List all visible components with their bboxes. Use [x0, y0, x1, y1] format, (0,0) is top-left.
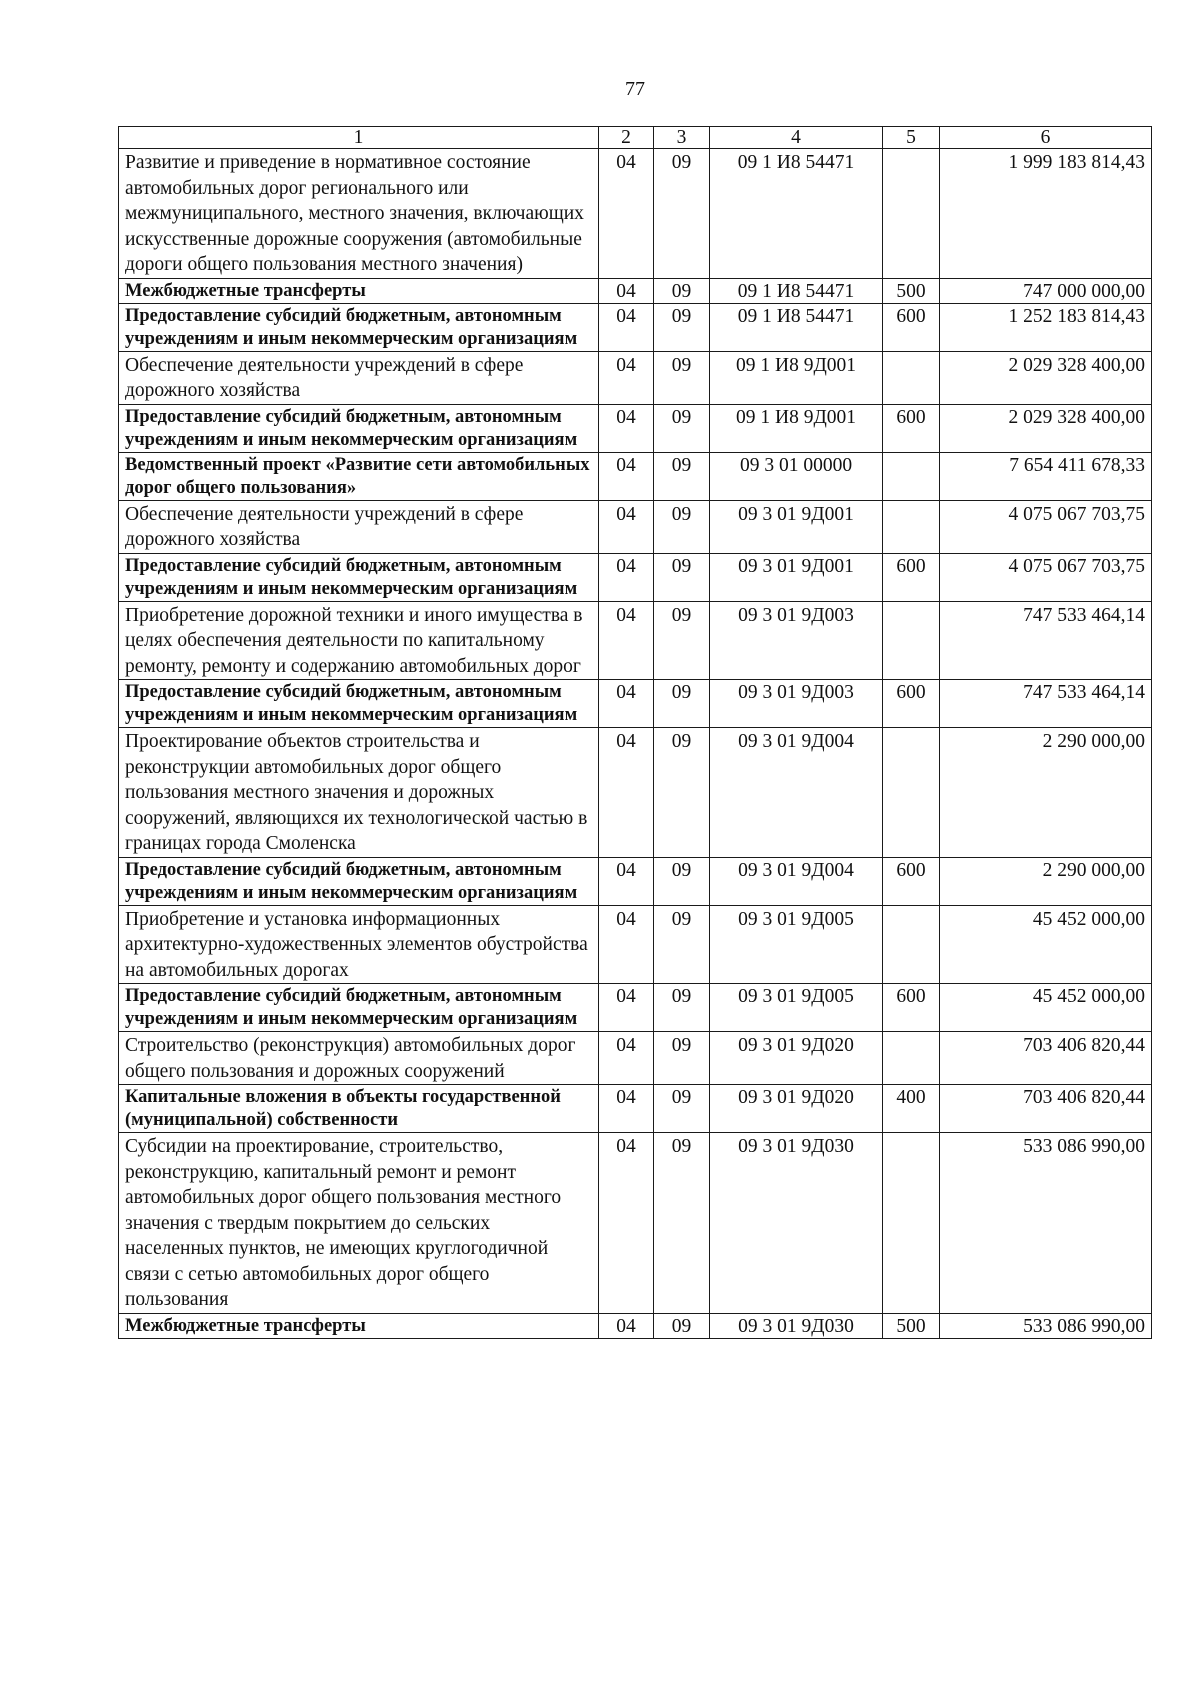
row-name-cell: Обеспечение деятельности учреждений в сфере дорожного хозяйства: [119, 351, 599, 404]
amount-cell: 703 406 820,44: [940, 1032, 1152, 1085]
amount-cell: 747 000 000,00: [940, 278, 1152, 303]
section-code-cell: 04: [599, 984, 654, 1032]
column-header: 3: [654, 127, 710, 149]
subsection-code-cell: 09: [654, 984, 710, 1032]
subsection-code-cell: 09: [654, 1313, 710, 1338]
column-header: 1: [119, 127, 599, 149]
expense-type-cell: [883, 500, 940, 553]
row-name-cell: Приобретение дорожной техники и иного имущества в целях обеспечения деятельности по капитальному ремонту, ремонту и содержанию автомобильных дорог: [119, 601, 599, 680]
section-code-cell: 04: [599, 278, 654, 303]
amount-cell: 747 533 464,14: [940, 680, 1152, 728]
target-article-cell: 09 3 01 9Д005: [710, 905, 883, 984]
subsection-code-cell: 09: [654, 500, 710, 553]
row-name-cell: Ведомственный проект «Развитие сети автомобильных дорог общего пользования»: [119, 452, 599, 500]
subsection-code-cell: 09: [654, 728, 710, 858]
section-code-cell: 04: [599, 857, 654, 905]
amount-cell: 45 452 000,00: [940, 984, 1152, 1032]
section-code-cell: 04: [599, 905, 654, 984]
expense-type-cell: 600: [883, 303, 940, 351]
expense-type-cell: 600: [883, 680, 940, 728]
amount-cell: 4 075 067 703,75: [940, 553, 1152, 601]
page-number: 77: [625, 78, 645, 100]
section-code-cell: 04: [599, 500, 654, 553]
target-article-cell: 09 3 01 9Д020: [710, 1032, 883, 1085]
amount-cell: 1 252 183 814,43: [940, 303, 1152, 351]
target-article-cell: 09 3 01 00000: [710, 452, 883, 500]
amount-cell: 2 290 000,00: [940, 857, 1152, 905]
expense-type-cell: [883, 149, 940, 279]
target-article-cell: 09 1 И8 54471: [710, 149, 883, 279]
row-name-cell: Межбюджетные трансферты: [119, 278, 599, 303]
expense-type-cell: [883, 728, 940, 858]
subsection-code-cell: 09: [654, 1032, 710, 1085]
section-code-cell: 04: [599, 1313, 654, 1338]
expense-type-cell: [883, 601, 940, 680]
table-row: [119, 303, 1152, 351]
section-code-cell: 04: [599, 404, 654, 452]
row-name-cell: Развитие и приведение в нормативное состояние автомобильных дорог регионального или межмуниципального, местного значения, включающих искусственные дорожные сооружения (автомобильные дороги общего пользования местного значения): [119, 149, 599, 279]
target-article-cell: 09 1 И8 9Д001: [710, 404, 883, 452]
row-name-cell: Строительство (реконструкция) автомобильных дорог общего пользования и дорожных сооружений: [119, 1032, 599, 1085]
subsection-code-cell: 09: [654, 452, 710, 500]
subsection-code-cell: 09: [654, 149, 710, 279]
section-code-cell: 04: [599, 149, 654, 279]
table-row: [119, 553, 1152, 601]
target-article-cell: 09 1 И8 54471: [710, 303, 883, 351]
table-row: [119, 601, 1152, 680]
amount-cell: 533 086 990,00: [940, 1133, 1152, 1314]
subsection-code-cell: 09: [654, 404, 710, 452]
target-article-cell: 09 3 01 9Д001: [710, 500, 883, 553]
subsection-code-cell: 09: [654, 1085, 710, 1133]
subsection-code-cell: 09: [654, 905, 710, 984]
section-code-cell: 04: [599, 1032, 654, 1085]
row-name-cell: Предоставление субсидий бюджетным, автономным учреждениям и иным некоммерческим организациям: [119, 303, 599, 351]
subsection-code-cell: 09: [654, 303, 710, 351]
row-name-cell: Межбюджетные трансферты: [119, 1313, 599, 1338]
table-row: [119, 149, 1152, 279]
expense-type-cell: 500: [883, 278, 940, 303]
expense-type-cell: [883, 905, 940, 984]
table-row: [119, 984, 1152, 1032]
row-name-cell: Приобретение и установка информационных архитектурно-художественных элементов обустройства на автомобильных дорогах: [119, 905, 599, 984]
subsection-code-cell: 09: [654, 278, 710, 303]
expense-type-cell: 600: [883, 984, 940, 1032]
section-code-cell: 04: [599, 553, 654, 601]
row-name-cell: Предоставление субсидий бюджетным, автономным учреждениям и иным некоммерческим организациям: [119, 984, 599, 1032]
target-article-cell: 09 3 01 9Д004: [710, 728, 883, 858]
row-name-cell: Проектирование объектов строительства и реконструкции автомобильных дорог общего пользования местного значения и дорожных сооружений, являющихся их технологической частью в границах города Смоленска: [119, 728, 599, 858]
table-row: [119, 500, 1152, 553]
amount-cell: 2 290 000,00: [940, 728, 1152, 858]
section-code-cell: 04: [599, 680, 654, 728]
expense-type-cell: 600: [883, 857, 940, 905]
expense-type-cell: 400: [883, 1085, 940, 1133]
section-code-cell: 04: [599, 351, 654, 404]
table-row: [119, 278, 1152, 303]
amount-cell: 2 029 328 400,00: [940, 404, 1152, 452]
row-name-cell: Предоставление субсидий бюджетным, автономным учреждениям и иным некоммерческим организациям: [119, 404, 599, 452]
target-article-cell: 09 1 И8 54471: [710, 278, 883, 303]
table-row: [119, 1032, 1152, 1085]
target-article-cell: 09 1 И8 9Д001: [710, 351, 883, 404]
row-name-cell: Предоставление субсидий бюджетным, автономным учреждениям и иным некоммерческим организациям: [119, 553, 599, 601]
subsection-code-cell: 09: [654, 857, 710, 905]
amount-cell: 7 654 411 678,33: [940, 452, 1152, 500]
subsection-code-cell: 09: [654, 1133, 710, 1314]
amount-cell: 703 406 820,44: [940, 1085, 1152, 1133]
header-row: [119, 127, 1152, 149]
target-article-cell: 09 3 01 9Д020: [710, 1085, 883, 1133]
table-row: [119, 728, 1152, 858]
row-name-cell: Обеспечение деятельности учреждений в сфере дорожного хозяйства: [119, 500, 599, 553]
expense-type-cell: [883, 1133, 940, 1314]
amount-cell: 2 029 328 400,00: [940, 351, 1152, 404]
target-article-cell: 09 3 01 9Д005: [710, 984, 883, 1032]
expense-type-cell: 600: [883, 553, 940, 601]
expense-type-cell: [883, 1032, 940, 1085]
column-header: 4: [710, 127, 883, 149]
amount-cell: 747 533 464,14: [940, 601, 1152, 680]
column-header: 5: [883, 127, 940, 149]
subsection-code-cell: 09: [654, 601, 710, 680]
target-article-cell: 09 3 01 9Д001: [710, 553, 883, 601]
subsection-code-cell: 09: [654, 553, 710, 601]
target-article-cell: 09 3 01 9Д003: [710, 601, 883, 680]
expense-type-cell: [883, 351, 940, 404]
expense-type-cell: [883, 452, 940, 500]
target-article-cell: 09 3 01 9Д030: [710, 1313, 883, 1338]
section-code-cell: 04: [599, 452, 654, 500]
table-row: [119, 452, 1152, 500]
budget-table: [118, 126, 1152, 1339]
expense-type-cell: 600: [883, 404, 940, 452]
section-code-cell: 04: [599, 303, 654, 351]
amount-cell: 4 075 067 703,75: [940, 500, 1152, 553]
target-article-cell: 09 3 01 9Д003: [710, 680, 883, 728]
table-row: [119, 857, 1152, 905]
table-body: [119, 149, 1152, 1339]
amount-cell: 1 999 183 814,43: [940, 149, 1152, 279]
section-code-cell: 04: [599, 601, 654, 680]
table-row: [119, 1085, 1152, 1133]
column-header: 2: [599, 127, 654, 149]
row-name-cell: Субсидии на проектирование, строительство, реконструкцию, капитальный ремонт и ремонт автомобильных дорог общего пользования местного значения с твердым покрытием до сельских населенных пунктов, не имеющих круглогодичной связи с сетью автомобильных дорог общего пользования: [119, 1133, 599, 1314]
row-name-cell: Предоставление субсидий бюджетным, автономным учреждениям и иным некоммерческим организациям: [119, 857, 599, 905]
subsection-code-cell: 09: [654, 680, 710, 728]
target-article-cell: 09 3 01 9Д004: [710, 857, 883, 905]
table-row: [119, 1133, 1152, 1314]
table-row: [119, 404, 1152, 452]
expense-type-cell: 500: [883, 1313, 940, 1338]
amount-cell: 533 086 990,00: [940, 1313, 1152, 1338]
target-article-cell: 09 3 01 9Д030: [710, 1133, 883, 1314]
row-name-cell: Капитальные вложения в объекты государственной (муниципальной) собственности: [119, 1085, 599, 1133]
table-row: [119, 351, 1152, 404]
table-row: [119, 680, 1152, 728]
amount-cell: 45 452 000,00: [940, 905, 1152, 984]
section-code-cell: 04: [599, 728, 654, 858]
subsection-code-cell: 09: [654, 351, 710, 404]
section-code-cell: 04: [599, 1133, 654, 1314]
section-code-cell: 04: [599, 1085, 654, 1133]
table-row: [119, 1313, 1152, 1338]
table-row: [119, 905, 1152, 984]
column-header: 6: [940, 127, 1152, 149]
row-name-cell: Предоставление субсидий бюджетным, автономным учреждениям и иным некоммерческим организациям: [119, 680, 599, 728]
